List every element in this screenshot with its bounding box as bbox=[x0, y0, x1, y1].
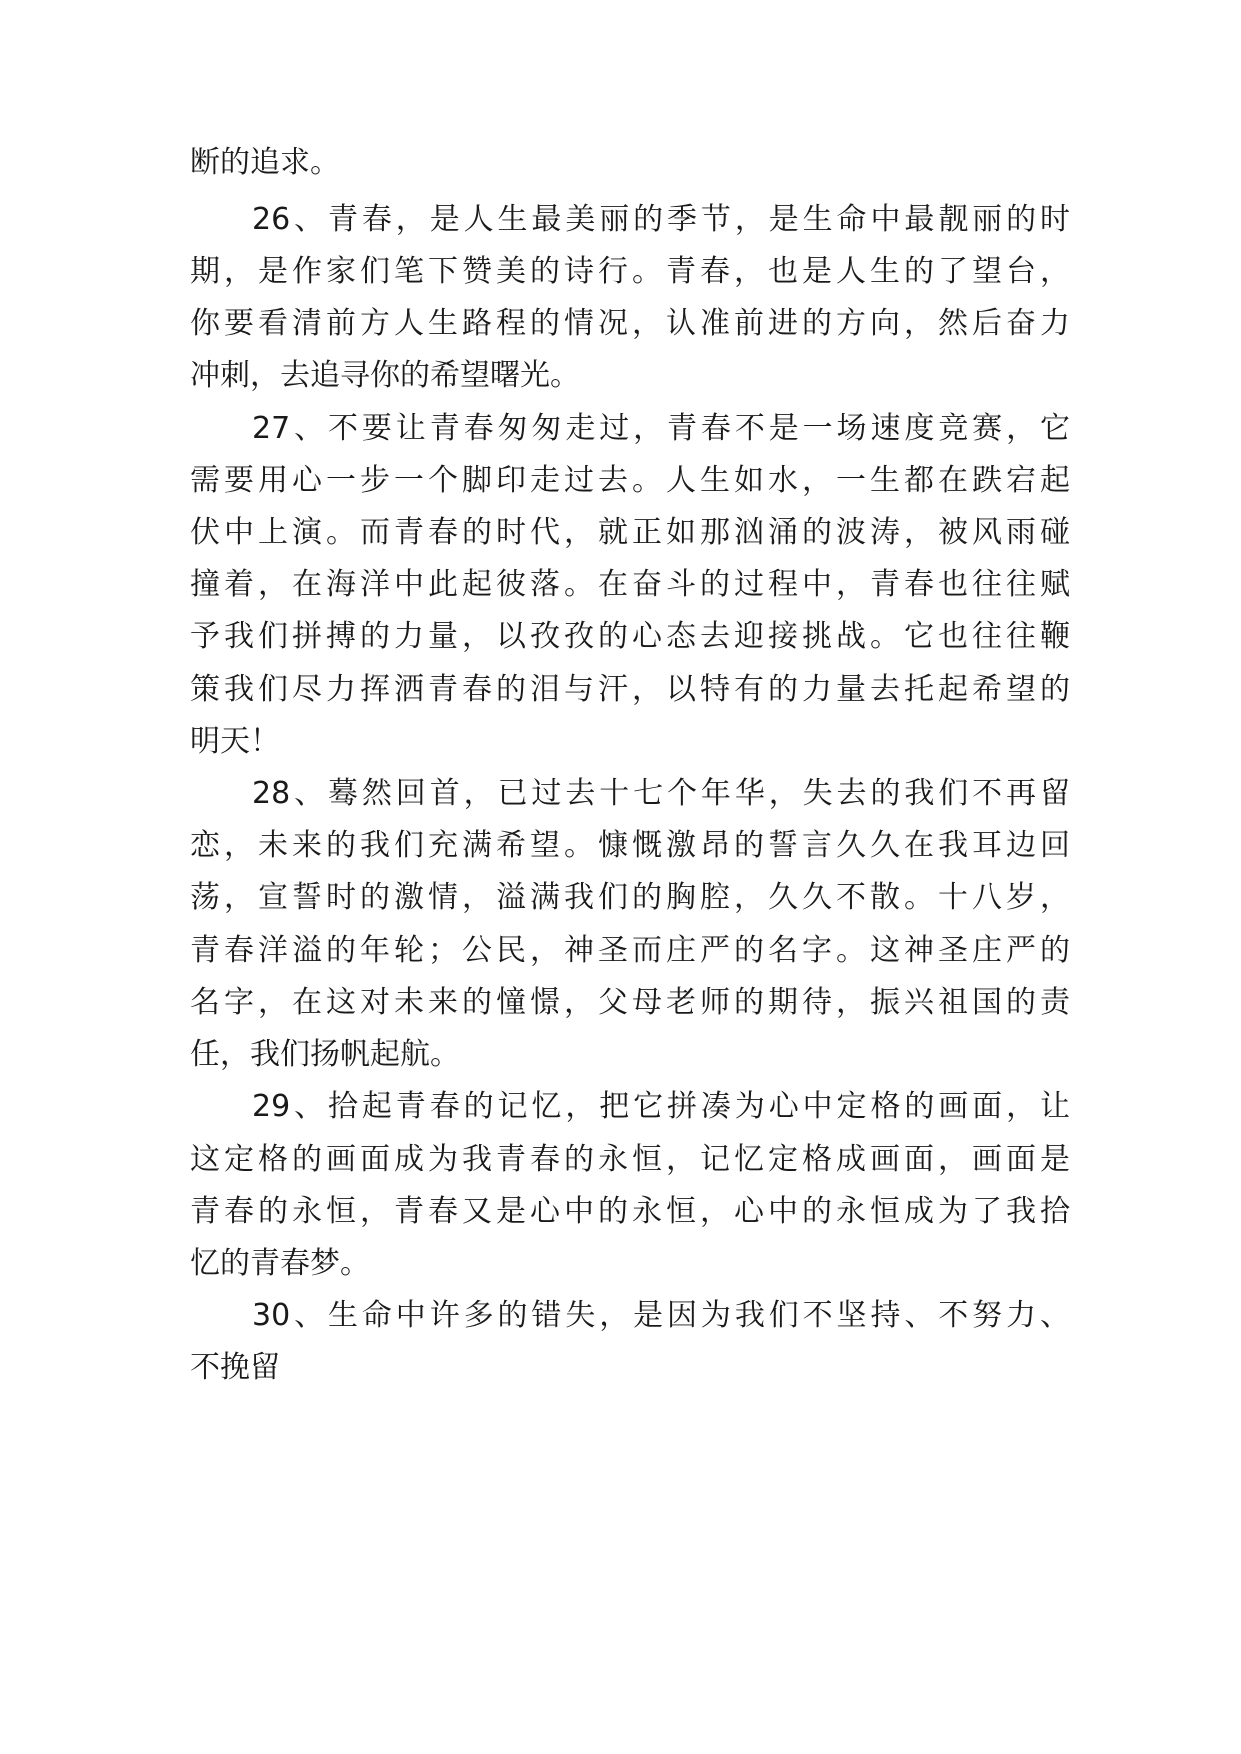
text-line: 名字，在这对未来的憧憬，父母老师的期待，振兴祖国的责 bbox=[190, 985, 1070, 1020]
text-line: 青春洋溢的年轮；公民，神圣而庄严的名字。这神圣庄严的 bbox=[190, 933, 1070, 968]
text-line: 29、拾起青春的记忆，把它拼凑为心中定格的画面，让 bbox=[252, 1089, 1070, 1124]
text-line: 伏中上演。而青春的时代，就正如那汹涌的波涛，被风雨碰 bbox=[190, 515, 1070, 550]
text-line: 撞着，在海洋中此起彼落。在奋斗的过程中，青春也往往赋 bbox=[190, 567, 1070, 602]
text-line: 断的追求。 bbox=[190, 145, 340, 180]
text-line: 荡，宣誓时的激情，溢满我们的胸腔，久久不散。十八岁， bbox=[190, 880, 1070, 915]
text-line: 冲刺，去追寻你的希望曙光。 bbox=[190, 358, 580, 393]
text-line: 不挽留 bbox=[190, 1350, 280, 1385]
text-line: 予我们拼搏的力量，以孜孜的心态去迎接挑战。它也往往鞭 bbox=[190, 619, 1070, 654]
text-line: 你要看清前方人生路程的情况，认准前进的方向，然后奋力 bbox=[190, 306, 1070, 341]
text-line: 26、青春，是人生最美丽的季节，是生命中最靓丽的时 bbox=[252, 202, 1070, 237]
text-line: 明天！ bbox=[190, 724, 280, 759]
text-line: 青春的永恒，青春又是心中的永恒，心中的永恒成为了我拾 bbox=[190, 1194, 1070, 1229]
text-line: 这定格的画面成为我青春的永恒，记忆定格成画面，画面是 bbox=[190, 1142, 1070, 1177]
text-line: 任，我们扬帆起航。 bbox=[190, 1037, 460, 1072]
text-line: 恋，未来的我们充满希望。慷慨激昂的誓言久久在我耳边回 bbox=[190, 828, 1070, 863]
text-line: 忆的青春梦。 bbox=[190, 1246, 370, 1281]
text-line: 期，是作家们笔下赞美的诗行。青春，也是人生的了望台， bbox=[190, 254, 1070, 289]
text-line: 30、生命中许多的错失，是因为我们不坚持、不努力、 bbox=[252, 1298, 1070, 1333]
text-line: 27、不要让青春匆匆走过，青春不是一场速度竞赛，它 bbox=[252, 411, 1070, 446]
text-line: 需要用心一步一个脚印走过去。人生如水，一生都在跌宕起 bbox=[190, 463, 1070, 498]
text-line: 28、蓦然回首，已过去十七个年华，失去的我们不再留 bbox=[252, 776, 1070, 811]
text-line: 策我们尽力挥洒青春的泪与汗，以特有的力量去托起希望的 bbox=[190, 672, 1070, 707]
